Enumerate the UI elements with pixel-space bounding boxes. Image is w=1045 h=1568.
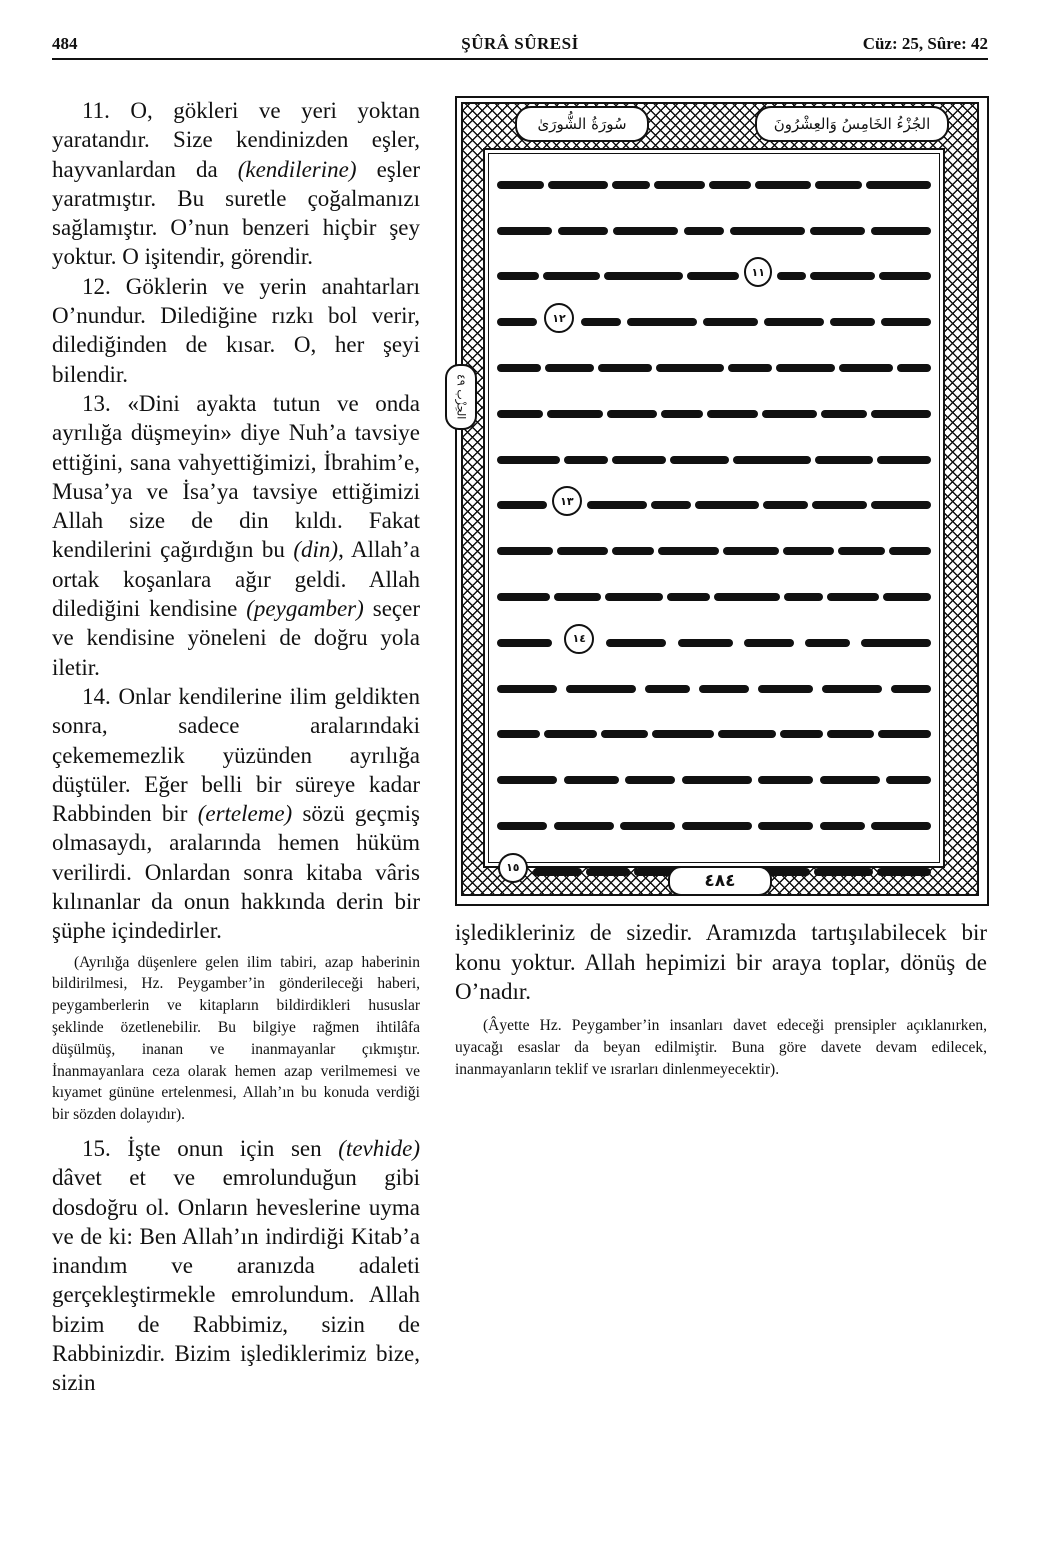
arabic-word-shape xyxy=(871,227,931,235)
arabic-text-line xyxy=(495,250,933,296)
arabic-word-shape xyxy=(607,410,658,418)
arabic-word-shape xyxy=(533,868,582,876)
arabic-word-shape xyxy=(612,547,654,555)
arabic-text-line xyxy=(495,204,933,250)
arabic-word-shape xyxy=(682,822,752,830)
arabic-word-shape xyxy=(612,456,666,464)
arabic-word-shape xyxy=(815,456,874,464)
arabic-word-shape xyxy=(682,776,752,784)
arabic-word-shape xyxy=(558,227,608,235)
arabic-text-line xyxy=(495,662,933,708)
arabic-word-shape xyxy=(678,639,733,647)
page-header xyxy=(52,30,988,60)
arabic-word-shape xyxy=(879,272,931,280)
arabic-word-shape xyxy=(564,456,608,464)
arabic-word-shape xyxy=(557,547,608,555)
arabic-word-shape xyxy=(877,868,931,876)
arabic-word-shape xyxy=(554,822,614,830)
arabic-word-shape xyxy=(497,730,540,738)
arabic-word-shape xyxy=(838,547,885,555)
arabic-word-shape xyxy=(497,410,543,418)
arabic-word-shape xyxy=(497,639,552,647)
arabic-word-shape xyxy=(554,593,602,601)
arabic-word-shape xyxy=(497,822,547,830)
arabic-word-shape xyxy=(810,272,876,280)
mushaf-page-image xyxy=(455,96,987,904)
arabic-word-shape xyxy=(814,868,873,876)
arabic-word-shape xyxy=(684,227,724,235)
arabic-text-line xyxy=(495,387,933,433)
arabic-word-shape xyxy=(758,685,813,693)
arabic-text-line xyxy=(495,799,933,845)
arabic-word-shape xyxy=(620,822,675,830)
arabic-word-shape xyxy=(667,593,710,601)
arabic-word-shape xyxy=(606,639,666,647)
arabic-word-shape xyxy=(601,730,649,738)
arabic-word-shape xyxy=(658,547,719,555)
arabic-word-shape xyxy=(783,547,834,555)
verse-12: 12. Göklerin ve yerin anahtarları O’nundur. Dilediğine rızkı bol verir, dilediğinden de kısar. O, her şeyi bilendir. xyxy=(52,273,420,387)
arabic-text-line xyxy=(495,158,933,204)
arabic-word-shape xyxy=(822,685,882,693)
arabic-word-shape xyxy=(548,181,609,189)
left-translation-column xyxy=(52,96,420,1398)
arabic-word-shape xyxy=(497,181,544,189)
arabic-word-shape xyxy=(889,547,931,555)
arabic-word-shape xyxy=(497,364,541,372)
arabic-word-shape xyxy=(777,272,805,280)
arabic-word-shape xyxy=(581,318,621,326)
surah-name-cartouche: سُورَةُ الشُّورَىٰ xyxy=(515,106,649,142)
arabic-text-line xyxy=(495,708,933,754)
ayah-end-marker: ١١ xyxy=(744,257,772,287)
arabic-word-shape xyxy=(605,593,662,601)
arabic-text-line xyxy=(495,433,933,479)
arabic-word-shape xyxy=(718,730,775,738)
arabic-text-line xyxy=(495,524,933,570)
arabic-word-shape xyxy=(871,822,931,830)
arabic-word-shape xyxy=(545,364,594,372)
verse-14: 14. Onlar kendilerine ilim geldikten sonra, sadece aralarındaki çekememezlik yüzünden ayrılığa düştüler. Eğer belli bir süreye kadar Rabbinden bir (erteleme) sözü geçmiş olmasaydı, aralarında hemen hüküm verilirdi. Onlardan sonra kitaba vâris kılınanlar da onun hakkında derin bir şüphe içindedirler. xyxy=(52,683,421,944)
arabic-word-shape xyxy=(497,456,560,464)
arabic-word-shape xyxy=(598,364,652,372)
arabic-word-shape xyxy=(820,822,865,830)
arabic-word-shape xyxy=(625,776,675,784)
verse-15: 15. İşte onun için sen (tevhide) dâvet et ve emrolunduğun gibi dosdoğru ol. Onların heveslerine uyma ve de ki: Ben Allah’ın indirdiği Kitab’a inandım ve aranızda adaleti gerçekleştirmekle emrolundum. Allah bizim de Rabbimiz, sizin de Rabbinizdir. Bizim işlediklerimiz bize, sizin xyxy=(52,1135,420,1396)
arabic-word-shape xyxy=(687,272,739,280)
arabic-text-line xyxy=(495,295,933,341)
arabic-word-shape xyxy=(830,318,875,326)
page-number: 484 xyxy=(52,34,78,53)
verse-15-continuation: işledikleriniz de sizedir. Aramızda tartışılabilecek bir konu yoktur. Allah hepimizi bir araya toplar, dönüş de O’nadır. xyxy=(455,920,987,1004)
arabic-word-shape xyxy=(651,501,691,509)
right-translation-column xyxy=(455,918,987,1081)
arabic-word-shape xyxy=(497,501,547,509)
arabic-word-shape xyxy=(839,364,893,372)
arabic-word-shape xyxy=(564,776,619,784)
arabic-word-shape xyxy=(656,364,724,372)
arabic-word-shape xyxy=(820,776,880,784)
arabic-word-shape xyxy=(645,685,690,693)
mushaf-page-number: ٤٨٤ xyxy=(668,866,772,896)
arabic-word-shape xyxy=(707,410,758,418)
arabic-word-shape xyxy=(497,593,550,601)
arabic-word-shape xyxy=(714,593,781,601)
verse-11: 11. O, gökleri ve yeri yoktan yaratandır. Size kendinizden eşler, hayvanlardan da (kendilerine) eşler yaratmıştır. Bu suretle çoğalmanızı sağlamıştır. O’nun benzeri hiçbir şey yoktur. O işitendir, görendir. xyxy=(52,98,421,270)
arabic-word-shape xyxy=(566,685,636,693)
arabic-text-line xyxy=(495,753,933,799)
arabic-word-shape xyxy=(652,730,714,738)
ayah-end-marker: ١٥ xyxy=(498,853,528,883)
arabic-word-shape xyxy=(827,593,880,601)
arabic-word-shape xyxy=(784,593,822,601)
ayah-end-marker: ١٤ xyxy=(564,624,594,654)
arabic-word-shape xyxy=(699,685,749,693)
arabic-word-shape xyxy=(587,501,647,509)
arabic-word-shape xyxy=(821,410,867,418)
arabic-word-shape xyxy=(763,501,808,509)
arabic-word-shape xyxy=(871,410,931,418)
arabic-word-shape xyxy=(497,227,552,235)
arabic-word-shape xyxy=(547,410,602,418)
arabic-word-shape xyxy=(703,318,758,326)
arabic-word-shape xyxy=(861,639,931,647)
ayah-end-marker: ١٣ xyxy=(552,486,582,516)
arabic-word-shape xyxy=(886,776,931,784)
arabic-word-shape xyxy=(780,730,823,738)
arabic-text-line xyxy=(495,616,933,662)
verse-15-footnote: (Âyette Hz. Peygamber’in insanları davet edeceği prensipler açıklanırken, uyacağı esaslar da beyan edilmiştir. Buna göre davete devam edilecek, inanmayanların teklif ve ısrarları dinlenmeyecektir). xyxy=(455,1016,987,1078)
arabic-word-shape xyxy=(497,547,553,555)
arabic-word-shape xyxy=(670,456,729,464)
arabic-word-shape xyxy=(758,776,813,784)
arabic-word-shape xyxy=(881,318,931,326)
arabic-word-shape xyxy=(723,547,779,555)
arabic-text-lines xyxy=(495,158,933,891)
arabic-word-shape xyxy=(497,318,537,326)
juz-name-cartouche: الجُزْءُ الخَامِسُ وَالعِشْرُونَ xyxy=(755,106,949,142)
arabic-word-shape xyxy=(586,868,630,876)
arabic-word-shape xyxy=(728,364,772,372)
arabic-word-shape xyxy=(758,822,813,830)
arabic-word-shape xyxy=(812,501,867,509)
arabic-word-shape xyxy=(871,501,931,509)
arabic-word-shape xyxy=(730,227,805,235)
arabic-word-shape xyxy=(877,456,931,464)
arabic-word-shape xyxy=(866,181,931,189)
arabic-word-shape xyxy=(878,730,931,738)
arabic-word-shape xyxy=(497,776,557,784)
arabic-word-shape xyxy=(543,272,599,280)
arabic-word-shape xyxy=(827,730,875,738)
arabic-word-shape xyxy=(497,272,539,280)
verse-14-footnote: (Ayrılığa düşenlere gelen ilim tabiri, azap haberinin bildirilmesi, Hz. Peygamber’in gönderileceği haberi, peygamberlerin ve kitapların bildirdikleri hususlar şeklinde özetlenebilir. Bu bilgiye rağmen ihtilâfa düşülmüş, inanan ve inanmayanlar çıkmıştır. İnanmayanlara ceza olarak hemen azap verilmemesi ve kıyamet gününe ertelenmesi, Allah’ın bu konuda verdiği bir sözden dolayıdır). xyxy=(52,953,420,1124)
arabic-word-shape xyxy=(891,685,931,693)
arabic-word-shape xyxy=(883,593,931,601)
arabic-word-shape xyxy=(497,685,557,693)
arabic-word-shape xyxy=(709,181,751,189)
arabic-word-shape xyxy=(805,639,850,647)
arabic-word-shape xyxy=(612,181,649,189)
arabic-word-shape xyxy=(815,181,862,189)
arabic-word-shape xyxy=(897,364,931,372)
arabic-word-shape xyxy=(604,272,684,280)
arabic-word-shape xyxy=(764,318,824,326)
arabic-text-line xyxy=(495,479,933,525)
juz-surah-location: Cüz: 25, Sûre: 42 xyxy=(862,34,988,53)
arabic-word-shape xyxy=(613,227,678,235)
arabic-text-panel xyxy=(483,148,945,875)
arabic-word-shape xyxy=(661,410,703,418)
arabic-word-shape xyxy=(744,639,794,647)
arabic-word-shape xyxy=(776,364,835,372)
arabic-word-shape xyxy=(733,456,811,464)
arabic-word-shape xyxy=(695,501,760,509)
arabic-word-shape xyxy=(755,181,811,189)
arabic-word-shape xyxy=(810,227,865,235)
arabic-word-shape xyxy=(627,318,697,326)
arabic-word-shape xyxy=(762,410,817,418)
ayah-end-marker: ١٢ xyxy=(544,303,574,333)
arabic-word-shape xyxy=(544,730,597,738)
arabic-word-shape xyxy=(654,181,705,189)
surah-title: ŞÛRÂ SÛRESİ xyxy=(461,34,579,53)
hizb-medallion: الحِزْب ٤٩ xyxy=(445,364,477,430)
verse-13: 13. «Dini ayakta tutun ve onda ayrılığa düşmeyin» diye Nuh’a tavsiye ettiğini, sana vahyettiğimizi, İbrahim’e, Musa’ya ve İsa’ya tavsiye ettiğimizi Allah size de din kıldı. Fakat kendilerini çağırdığın bu (din), Allah’a ortak koşanlara ağır geldi. Allah dilediğini kendisine (peygamber) seçer ve kendisine yöneleni de doğru yola iletir. xyxy=(52,390,420,680)
arabic-text-line xyxy=(495,341,933,387)
arabic-text-line xyxy=(495,570,933,616)
